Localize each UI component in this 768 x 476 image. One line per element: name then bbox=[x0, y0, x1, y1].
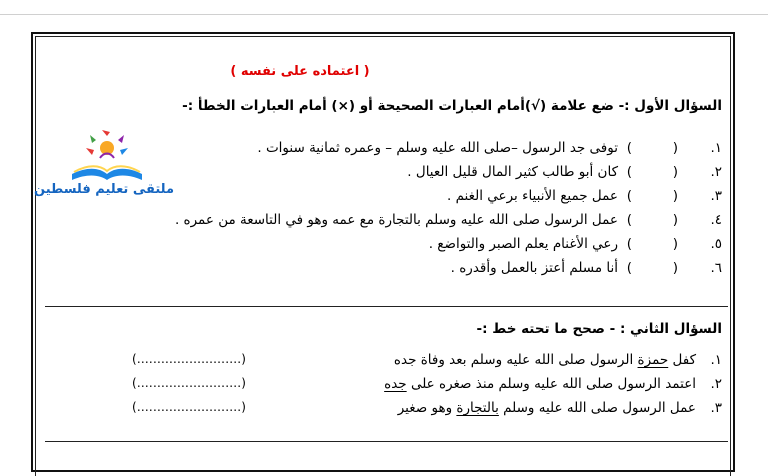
item-number: ١. bbox=[710, 352, 722, 368]
answer-box-open[interactable]: ( bbox=[672, 260, 678, 276]
answer-box-close[interactable]: ) bbox=[626, 164, 632, 180]
statement-text: عمل الرسول صلى الله عليه وسلم بالتجارة مع عمه وهو في التاسعة من عمره . bbox=[174, 212, 618, 228]
item-number: ٢. bbox=[710, 376, 722, 392]
answer-box-close[interactable]: ) bbox=[626, 140, 632, 156]
question-2-title: السؤال الثاني : - صحح ما تحته خط :- bbox=[476, 321, 722, 337]
answer-box-open[interactable]: ( bbox=[672, 188, 678, 204]
item-number: ٢. bbox=[710, 164, 722, 180]
section-divider bbox=[45, 441, 728, 442]
item-number: ٣. bbox=[710, 188, 722, 204]
item-number: ٣. bbox=[710, 400, 722, 416]
answer-box-close[interactable]: ) bbox=[626, 212, 632, 228]
list-item bbox=[162, 236, 722, 260]
page-top-rule bbox=[0, 14, 768, 15]
correction-blank[interactable]: (..........................) bbox=[132, 376, 247, 390]
question-1-title: السؤال الأول :- ضع علامة (√)أمام العبارات الصحيحة أو (×) أمام العبارات الخطأ :- bbox=[182, 98, 722, 114]
list-item bbox=[162, 212, 722, 236]
statement-text: عمل جميع الأنبياء برعي الغنم . bbox=[446, 188, 618, 204]
logo-caption: ملتقى تعليم فلسطين bbox=[34, 182, 174, 197]
statement-text: رعي الأغنام يعلم الصبر والتواضع . bbox=[428, 236, 618, 252]
answer-box-open[interactable]: ( bbox=[672, 236, 678, 252]
sentence-text bbox=[394, 352, 696, 368]
list-item bbox=[132, 400, 722, 424]
item-number: ٤. bbox=[710, 212, 722, 228]
question-2-list bbox=[132, 352, 722, 424]
correction-blank[interactable]: (..........................) bbox=[132, 352, 247, 366]
statement-text: كان أبو طالب كثير المال قليل العيال . bbox=[407, 164, 618, 180]
statement-text: توفى جد الرسول –صلى الله عليه وسلم – وعمره ثمانية سنوات . bbox=[257, 140, 618, 156]
answer-box-open[interactable]: ( bbox=[672, 164, 678, 180]
sentence-text bbox=[384, 376, 696, 392]
answer-box-open[interactable]: ( bbox=[672, 212, 678, 228]
list-item bbox=[162, 140, 722, 164]
list-item bbox=[132, 376, 722, 400]
list-item bbox=[162, 188, 722, 212]
sentence-before: عمل الرسول صلى الله عليه وسلم bbox=[498, 400, 696, 416]
answer-box-close[interactable]: ) bbox=[626, 260, 632, 276]
list-item bbox=[132, 352, 722, 376]
sentence-after: الرسول صلى الله عليه وسلم بعد وفاة جده bbox=[393, 352, 638, 368]
item-number: ٥. bbox=[710, 236, 722, 252]
lesson-subtitle: ( اعتماده على نفسه ) bbox=[230, 64, 370, 79]
question-1-list bbox=[162, 140, 722, 284]
answer-box-close[interactable]: ) bbox=[626, 188, 632, 204]
underlined-word: حمزة bbox=[637, 352, 669, 368]
section-divider bbox=[45, 306, 728, 307]
sentence-before: اعتمد الرسول صلى الله عليه وسلم منذ صغره على bbox=[406, 376, 696, 392]
answer-box-open[interactable]: ( bbox=[672, 140, 678, 156]
answer-box-close[interactable]: ) bbox=[626, 236, 632, 252]
sentence-text bbox=[398, 400, 696, 416]
list-item bbox=[162, 260, 722, 284]
list-item bbox=[162, 164, 722, 188]
sentence-before: كفل bbox=[668, 352, 696, 368]
item-number: ١. bbox=[710, 140, 722, 156]
sentence-after: وهو صغير bbox=[397, 400, 457, 416]
statement-text: أنا مسلم أعتز بالعمل وأقدره . bbox=[450, 260, 618, 276]
correction-blank[interactable]: (..........................) bbox=[132, 400, 247, 414]
underlined-word: جده bbox=[384, 376, 407, 392]
underlined-word: بالتجارة bbox=[456, 400, 499, 416]
item-number: ٦. bbox=[710, 260, 722, 276]
